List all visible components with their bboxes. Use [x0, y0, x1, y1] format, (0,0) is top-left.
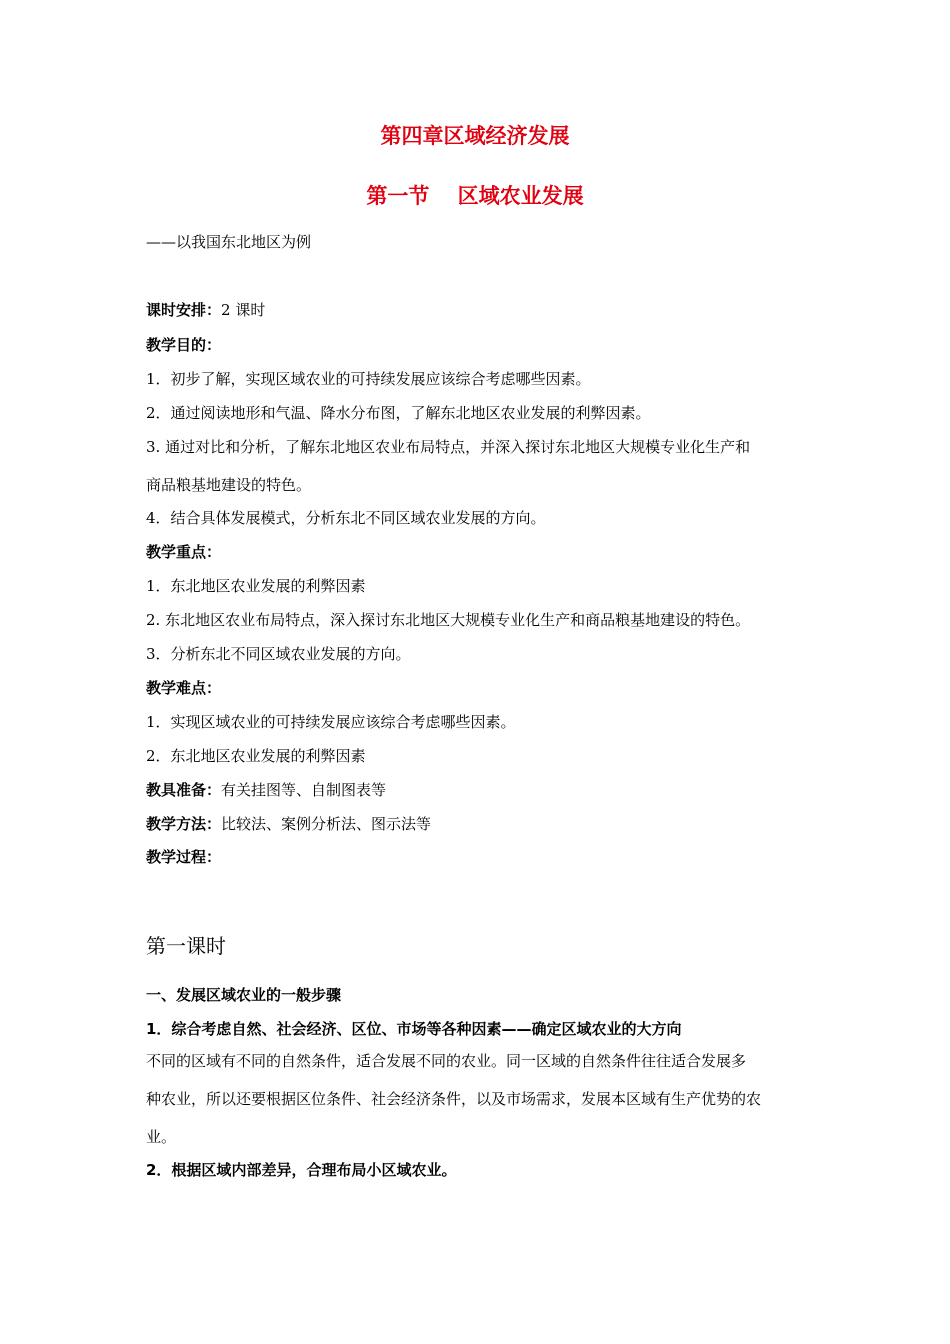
- methods-value: 比较法、案例分析法、图示法等: [221, 815, 432, 833]
- key-point-item: 1．东北地区农业发展的利弊因素: [146, 577, 366, 595]
- step1-heading: 1．综合考虑自然、社会经济、区位、市场等各种因素——确定区域农业的大方向: [146, 1020, 682, 1038]
- goal-item: 2．通过阅读地形和气温、降水分布图，了解东北地区农业发展的利弊因素。: [146, 404, 651, 422]
- goal-item: 4．结合具体发展模式，分析东北不同区域农业发展的方向。: [146, 509, 546, 527]
- goals-label: 教学目的：: [146, 336, 222, 354]
- part1-heading: 一、发展区域农业的一般步骤: [146, 986, 342, 1004]
- step1-body-line: 种农业，所以还要根据区位条件、社会经济条件，以及市场需求，发展本区域有生产优势的农: [146, 1090, 762, 1108]
- step1-body-line: 业。: [146, 1128, 177, 1146]
- key-point-item: 3．分析东北不同区域农业发展的方向。: [146, 645, 411, 663]
- step1-body-line: 不同的区域有不同的自然条件，适合发展不同的农业。同一区域的自然条件往往适合发展多: [146, 1052, 747, 1070]
- lesson-title: 第一课时: [146, 934, 226, 958]
- section-title: 第一节 区域农业发展: [366, 183, 584, 208]
- schedule-row: [146, 299, 816, 321]
- difficult-label: 教学难点：: [146, 679, 222, 697]
- step2-heading: 2．根据区域内部差异，合理布局小区域农业。: [146, 1161, 457, 1179]
- key-label: 教学重点：: [146, 543, 222, 561]
- key-point-item: 2. 东北地区农业布局特点，深入探讨东北地区大规模专业化生产和商品粮基地建设的特色。: [146, 611, 751, 629]
- process-label: 教学过程：: [146, 848, 222, 866]
- tools-row: [146, 779, 816, 801]
- tools-value: 有关挂图等、自制图表等: [221, 781, 387, 799]
- methods-label: 教学方法：: [146, 815, 222, 833]
- schedule-label: 课时安排：: [146, 301, 222, 319]
- chapter-title: 第四章区域经济发展: [380, 123, 570, 148]
- schedule-value: 2 课时: [221, 301, 266, 319]
- tools-label: 教具准备：: [146, 781, 222, 799]
- goal-item: 1．初步了解，实现区域农业的可持续发展应该综合考虑哪些因素。: [146, 370, 591, 388]
- subtitle: ——以我国东北地区为例: [146, 233, 312, 251]
- difficult-point-item: 2．东北地区农业发展的利弊因素: [146, 747, 366, 765]
- difficult-point-item: 1．实现区域农业的可持续发展应该综合考虑哪些因素。: [146, 713, 516, 731]
- goal-item-continued: 商品粮基地建设的特色。: [146, 476, 312, 494]
- methods-row: [146, 813, 816, 835]
- goal-item: 3. 通过对比和分析，了解东北地区农业布局特点，并深入探讨东北地区大规模专业化生产和: [146, 438, 751, 456]
